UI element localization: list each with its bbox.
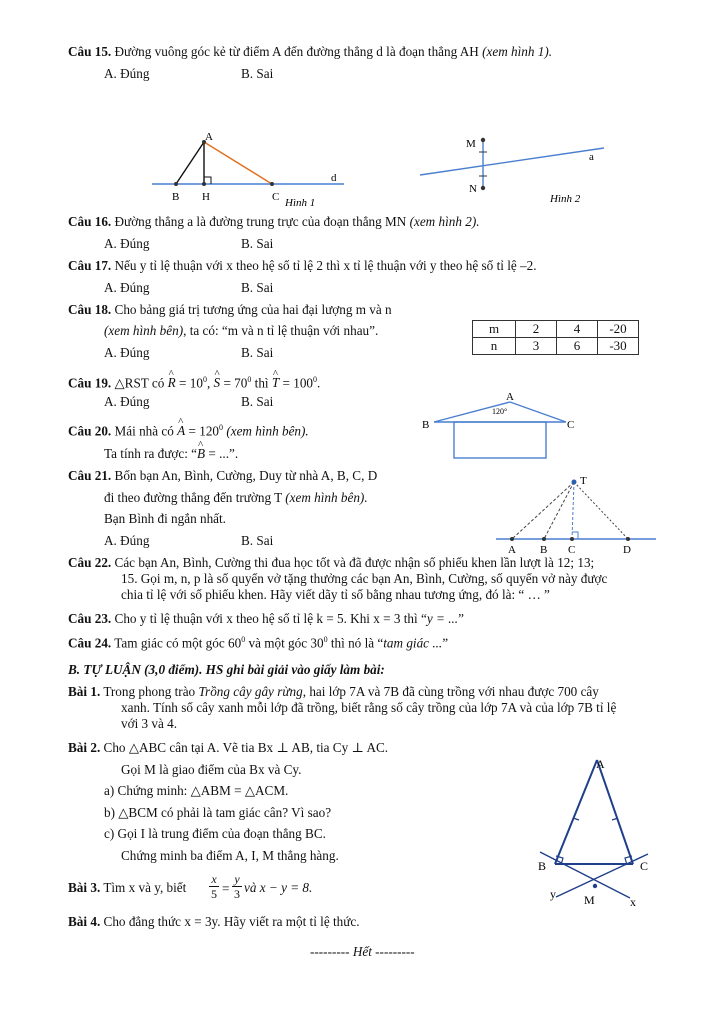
- question-text: Các bạn An, Bình, Cường thi đua học tốt và đã được nhận số phiếu khen lần lượt là 12; 13;: [114, 555, 595, 570]
- exercise-3-condition: và x − y = 8.: [244, 880, 313, 895]
- caption: Hình 2: [550, 193, 581, 205]
- end-marker: --------- Hết ---------: [310, 944, 415, 959]
- option-b: B. Sai: [241, 394, 274, 409]
- exercise-1: [68, 684, 599, 700]
- value: = 120: [185, 423, 220, 439]
- question-20: [68, 420, 309, 439]
- numerator: x: [209, 872, 219, 887]
- label-t: T: [580, 475, 587, 487]
- label-a: A: [205, 131, 213, 143]
- denominator: 5: [211, 887, 217, 901]
- degree: 0: [323, 635, 328, 644]
- text: , hai lớp 7A và 7B đã cùng trồng với nhau được 700 cây: [302, 684, 599, 699]
- numerator: y: [232, 872, 242, 887]
- label-m: M: [584, 893, 595, 907]
- option-b: B. Sai: [241, 533, 274, 548]
- label-m: M: [466, 138, 476, 150]
- exercise-4: [68, 914, 360, 930]
- text: tam giác ...: [383, 635, 443, 651]
- question-16: [68, 214, 480, 230]
- label-x: x: [630, 895, 636, 909]
- label-c: C: [272, 191, 280, 203]
- option-b: B. Sai: [241, 280, 274, 295]
- question-21: [68, 468, 377, 484]
- text: Tìm x và y, biết: [103, 880, 187, 895]
- text: đi theo đường thẳng đến trường T: [104, 490, 286, 505]
- question-note: (xem hình bên): [104, 323, 184, 338]
- text: Trong phong trào: [103, 684, 199, 699]
- value-table: [472, 320, 639, 355]
- question-note: (xem hình 2).: [409, 214, 480, 229]
- exercise-label: Bài 3.: [68, 880, 101, 895]
- angle-r: ^ R: [168, 375, 176, 391]
- angle-t: ^ T: [272, 375, 279, 391]
- figure-2: [414, 130, 614, 208]
- exercise-1-line2: xanh. Tính số cây xanh mỗi lớp đã trồng, biết rằng số cây trồng của lớp 7A và của lớp 7B tỉ lệ: [121, 700, 617, 715]
- question-20-line2: [104, 446, 238, 462]
- question-label: Câu 22.: [68, 555, 112, 570]
- section-heading: B. TỰ LUẬN (3,0 điểm). HS ghi bài giải vào giấy làm bài:: [68, 662, 385, 677]
- degree: 0: [247, 375, 252, 384]
- angle-s: ^ S: [214, 375, 221, 391]
- question-label: Câu 19.: [68, 375, 112, 391]
- question-22-line2: 15. Gọi m, n, p là số quyển vở tặng thưởng các bạn An, Bình, Cường, số quyển vở này được: [121, 571, 608, 586]
- value: = 10: [175, 375, 203, 391]
- degree: 0: [241, 635, 246, 644]
- question-label: Câu 21.: [68, 468, 112, 483]
- question-18: [68, 302, 392, 318]
- label-d: d: [331, 172, 337, 184]
- question-15: [68, 44, 552, 60]
- label-c: C: [640, 859, 649, 873]
- option-b: B. Sai: [241, 66, 274, 81]
- question-text: Cho y tỉ lệ thuận với x theo hệ số tỉ lệ k = 5. Khi x = 3 thì “: [114, 611, 427, 626]
- text: Cho △ABC cân tại A. Vẽ tia Bx ⊥ AB, tia Cy ⊥ AC.: [103, 740, 389, 755]
- exercise-2-part-a: a) Chứng minh: △ABM = △ACM.: [104, 783, 289, 798]
- fraction-y-over-3: [232, 872, 242, 901]
- figure-1: [148, 128, 348, 210]
- option-b: B. Sai: [241, 236, 274, 251]
- table-cell: 2: [516, 321, 557, 338]
- text: = ...”.: [205, 446, 239, 461]
- exercise-2-part-c-line2: Chứng minh ba điểm A, I, M thẳng hàng.: [121, 848, 339, 863]
- label-a: A: [506, 392, 514, 403]
- question-text: △RST có: [114, 375, 168, 391]
- label-a: A: [508, 544, 516, 556]
- question-note: (xem hình bên).: [285, 490, 368, 505]
- option-a: A. Đúng: [104, 236, 150, 251]
- label-y: y: [550, 887, 556, 901]
- degree: 0: [202, 375, 207, 384]
- question-text: Cho bảng giá trị tương ứng của hai đại lượng m và n: [114, 302, 392, 317]
- exercise-2-part-b: b) △BCM có phải là tam giác cân? Vì sao?: [104, 805, 332, 820]
- option-a: A. Đúng: [104, 345, 150, 360]
- exercise-label: Bài 2.: [68, 740, 101, 755]
- value: = 70: [220, 375, 248, 391]
- fraction-x-over-5: [209, 872, 219, 901]
- question-23: [68, 611, 464, 627]
- question-text: , ta có: “m và n tỉ lệ thuận với nhau”.: [183, 323, 379, 338]
- label-a: A: [596, 757, 605, 771]
- text: ”: [442, 635, 449, 651]
- label-c: C: [568, 544, 576, 556]
- question-label: Câu 20.: [68, 423, 112, 439]
- label-d: D: [623, 544, 631, 556]
- question-label: Câu 15.: [68, 44, 112, 59]
- option-a: A. Đúng: [104, 533, 150, 548]
- exercise-2-part-c: c) Gọi I là trung điểm của đoạn thẳng BC.: [104, 826, 326, 841]
- angle-a: ^ A: [177, 423, 185, 439]
- question-label: Câu 23.: [68, 611, 112, 626]
- exercise-label: Bài 4.: [68, 914, 101, 929]
- table-cell: m: [473, 321, 516, 338]
- question-text: Bốn bạn An, Bình, Cường, Duy từ nhà A, B, C, D: [114, 468, 378, 483]
- question-label: Câu 17.: [68, 258, 112, 273]
- value: = 100: [279, 375, 314, 391]
- table-cell: 6: [557, 338, 598, 355]
- question-text: Tam giác có một góc 60: [114, 635, 242, 651]
- option-a: A. Đúng: [104, 280, 150, 295]
- exercise-3: [68, 880, 186, 896]
- question-text: Đường vuông góc kẻ từ điểm A đến đường thẳng d là đoạn thẳng AH: [114, 44, 483, 59]
- label-c: C: [567, 419, 575, 431]
- label-b: B: [422, 419, 430, 431]
- label-b: B: [172, 191, 180, 203]
- text: .: [317, 375, 321, 391]
- text: thì: [251, 375, 272, 391]
- text: Ta tính ra được: “: [104, 446, 198, 461]
- exercise-2-line2: Gọi M là giao điểm của Bx và Cy.: [121, 762, 302, 777]
- question-text: Đường thẳng a là đường trung trực của đoạn thẳng MN: [114, 214, 410, 229]
- question-18-line2: [104, 323, 378, 339]
- label-b: B: [538, 859, 547, 873]
- label-b: B: [540, 544, 548, 556]
- question-17: [68, 258, 537, 274]
- equals-sign: =: [222, 881, 230, 896]
- table-row: [473, 338, 639, 355]
- text: Trồng cây gây rừng: [198, 684, 303, 699]
- angle-b: ^ B: [197, 446, 205, 462]
- question-19: Câu 19. △RST có ^ $R = 10^0$, ^ $S = 70^0$ thì ^ $T = 100^0$.: [68, 372, 320, 391]
- degree: 0: [313, 375, 318, 384]
- table-cell: -20: [598, 321, 639, 338]
- label-h: H: [202, 191, 210, 203]
- question-21-line2: [104, 490, 368, 506]
- question-label: Câu 24.: [68, 635, 112, 651]
- option-a: A. Đúng: [104, 66, 150, 81]
- degree: 0: [219, 423, 224, 432]
- question-22: [68, 555, 594, 571]
- question-22-line3: chia tỉ lệ với số phiếu khen. Hãy viết dãy tỉ số bằng nhau tương ứng, đó là: “ … ”: [121, 587, 550, 602]
- table-cell: -30: [598, 338, 639, 355]
- exercise-label: Bài 1.: [68, 684, 101, 699]
- question-note: (xem hình bên).: [223, 423, 309, 439]
- option-b: B. Sai: [241, 345, 274, 360]
- table-row: [473, 321, 639, 338]
- table-cell: n: [473, 338, 516, 355]
- denominator: 3: [234, 887, 240, 901]
- question-21-line3: Bạn Bình đi ngắn nhất.: [104, 511, 226, 526]
- text: và một góc 30: [245, 635, 324, 651]
- figure-21: [492, 472, 662, 558]
- text: Cho đẳng thức x = 3y. Hãy viết ra một tỉ lệ thức.: [103, 914, 360, 929]
- triangle-figure: [530, 752, 660, 912]
- text: ”: [458, 611, 464, 626]
- text: thì nó là “: [327, 635, 384, 651]
- question-text: Nếu y tỉ lệ thuận với x theo hệ số tỉ lệ 2 thì x tỉ lệ thuận với y theo hệ số tỉ lệ –2.: [114, 258, 537, 273]
- label-n: N: [469, 183, 477, 195]
- text: y = ...: [426, 611, 459, 626]
- caption: Hình 1: [285, 197, 316, 209]
- text: Mái nhà có: [114, 423, 178, 439]
- option-a: A. Đúng: [104, 394, 150, 409]
- question-label: Câu 16.: [68, 214, 112, 229]
- roof-figure: [420, 392, 590, 462]
- table-cell: 3: [516, 338, 557, 355]
- exercise-2: [68, 740, 388, 756]
- question-note: (xem hình 1).: [482, 44, 553, 59]
- question-label: Câu 18.: [68, 302, 112, 317]
- question-24: [68, 632, 448, 651]
- angle-label: 120°: [492, 407, 508, 416]
- table-cell: 4: [557, 321, 598, 338]
- label-a: a: [589, 151, 594, 163]
- exercise-1-line3: với 3 và 4.: [121, 716, 178, 731]
